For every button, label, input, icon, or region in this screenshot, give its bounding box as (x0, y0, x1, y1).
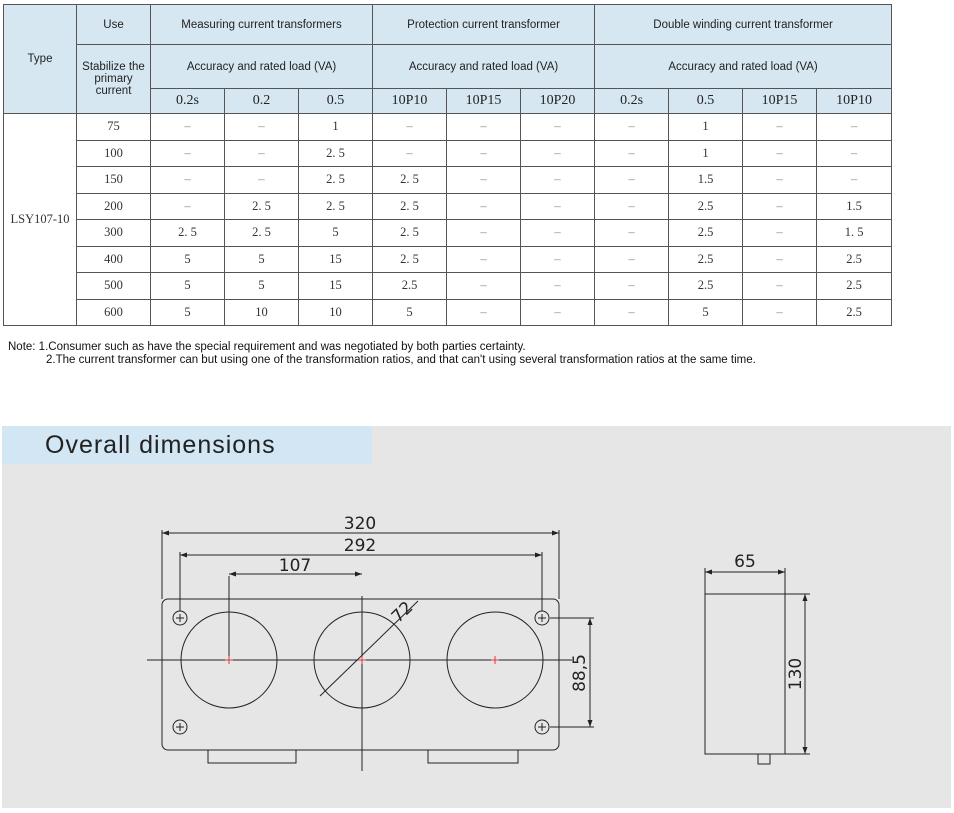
value-cell: 2. 5 (225, 220, 299, 247)
value-cell: – (225, 167, 299, 194)
side-body-outline (705, 594, 785, 754)
dimension-drawing (2, 426, 951, 808)
value-cell: 2.5 (817, 299, 892, 326)
value-cell: – (743, 299, 817, 326)
value-cell: – (743, 273, 817, 300)
primary-current-cell: 300 (77, 220, 151, 247)
type-value: LSY107-10 (4, 114, 77, 326)
dim-label-320: 320 (343, 514, 377, 534)
protection-group-header: Protection current transformer (373, 5, 595, 45)
primary-current-cell: 150 (77, 167, 151, 194)
table-row (4, 246, 892, 273)
value-cell: – (595, 167, 669, 194)
class-header: 0.2s (595, 89, 669, 114)
value-cell: 10 (225, 299, 299, 326)
value-cell: – (521, 193, 595, 220)
value-cell: – (225, 140, 299, 167)
value-cell: – (373, 114, 447, 141)
class-header: 10P20 (521, 89, 595, 114)
value-cell: 5 (151, 273, 225, 300)
value-cell: – (817, 114, 892, 141)
table-row (4, 299, 892, 326)
value-cell: – (447, 273, 521, 300)
front-foot-left (208, 750, 296, 763)
value-cell: 5 (299, 220, 373, 247)
value-cell: – (743, 114, 817, 141)
dimensions-panel (2, 426, 951, 808)
value-cell: 1. 5 (817, 220, 892, 247)
value-cell: 2.5 (373, 273, 447, 300)
table-row (4, 167, 892, 194)
dim-label-107: 107 (278, 556, 312, 576)
primary-current-cell: 100 (77, 140, 151, 167)
value-cell: 5 (225, 246, 299, 273)
note-line-2: 2.The current transformer can but using one of the transformation ratios, and that can't using several transformation ratios at the same time. (46, 354, 756, 366)
value-cell: 1.5 (669, 167, 743, 194)
value-cell: – (817, 140, 892, 167)
primary-current-cell: 75 (77, 114, 151, 141)
value-cell: 1 (669, 140, 743, 167)
primary-current-cell: 200 (77, 193, 151, 220)
value-cell: – (447, 193, 521, 220)
type-header: Type (4, 5, 77, 114)
value-cell: 15 (299, 246, 373, 273)
value-cell: 10 (299, 299, 373, 326)
accuracy-header-measuring: Accuracy and rated load (VA) (151, 45, 373, 89)
value-cell: – (447, 246, 521, 273)
value-cell: 2. 5 (151, 220, 225, 247)
value-cell: 1.5 (817, 193, 892, 220)
value-cell: – (595, 246, 669, 273)
value-cell: – (447, 299, 521, 326)
class-header: 10P15 (743, 89, 817, 114)
value-cell: 2. 5 (373, 220, 447, 247)
value-cell: – (595, 220, 669, 247)
value-cell: – (743, 167, 817, 194)
value-cell: 5 (669, 299, 743, 326)
value-cell: – (743, 246, 817, 273)
value-cell: – (743, 193, 817, 220)
class-header: 10P10 (817, 89, 892, 114)
value-cell: – (373, 140, 447, 167)
value-cell: 1 (669, 114, 743, 141)
class-header: 0.5 (299, 89, 373, 114)
double-winding-group-header: Double winding current transformer (595, 5, 892, 45)
measuring-group-header: Measuring current transformers (151, 5, 373, 45)
table-row (4, 140, 892, 167)
use-header: Use (77, 5, 151, 45)
value-cell: 2. 5 (373, 246, 447, 273)
spec-table (3, 4, 892, 326)
note-line-1: Note: 1.Consumer such as have the special requirement and was negotiated by both parties certainty. (8, 341, 526, 353)
table-row (4, 220, 892, 247)
dim-label-65: 65 (734, 552, 756, 572)
value-cell: 1 (299, 114, 373, 141)
value-cell: – (521, 220, 595, 247)
primary-current-cell: 400 (77, 246, 151, 273)
value-cell: – (595, 114, 669, 141)
value-cell: 2. 5 (225, 193, 299, 220)
value-cell: 2.5 (669, 246, 743, 273)
accuracy-header-protection: Accuracy and rated load (VA) (373, 45, 595, 89)
value-cell: – (521, 167, 595, 194)
value-cell: 2.5 (817, 246, 892, 273)
primary-current-cell: 600 (77, 299, 151, 326)
value-cell: – (743, 220, 817, 247)
value-cell: – (151, 140, 225, 167)
dimensions-title: Overall dimensions (45, 431, 276, 459)
value-cell: – (595, 299, 669, 326)
value-cell: – (521, 273, 595, 300)
class-header: 10P10 (373, 89, 447, 114)
value-cell: – (447, 140, 521, 167)
class-header: 0.2 (225, 89, 299, 114)
value-cell: 2. 5 (299, 140, 373, 167)
value-cell: – (817, 167, 892, 194)
value-cell: – (521, 299, 595, 326)
value-cell: – (447, 114, 521, 141)
value-cell: – (521, 114, 595, 141)
value-cell: – (447, 220, 521, 247)
primary-current-cell: 500 (77, 273, 151, 300)
value-cell: 2.5 (817, 273, 892, 300)
value-cell: 2.5 (669, 273, 743, 300)
value-cell: 2. 5 (299, 167, 373, 194)
class-header: 0.5 (669, 89, 743, 114)
front-foot-right (428, 750, 518, 763)
value-cell: – (743, 140, 817, 167)
stabilize-current-header: Stabilize the primary current (77, 45, 151, 114)
value-cell: – (225, 114, 299, 141)
class-header: 10P15 (447, 89, 521, 114)
value-cell: 2. 5 (373, 167, 447, 194)
front-body-outline (162, 599, 559, 750)
value-cell: 2.5 (669, 220, 743, 247)
mount-hole-crosses (176, 614, 546, 731)
value-cell: – (521, 140, 595, 167)
table-row (4, 114, 892, 141)
value-cell: 2. 5 (299, 193, 373, 220)
value-cell: – (151, 193, 225, 220)
value-cell: 5 (151, 299, 225, 326)
notes (8, 341, 756, 367)
table-row (4, 273, 892, 300)
table-row (4, 193, 892, 220)
value-cell: – (595, 193, 669, 220)
value-cell: – (521, 246, 595, 273)
dim-label-diameter: 72 (387, 597, 418, 628)
value-cell: – (447, 167, 521, 194)
dim-label-88-5: 88,5 (570, 654, 590, 692)
value-cell: 5 (373, 299, 447, 326)
value-cell: – (151, 114, 225, 141)
value-cell: – (595, 273, 669, 300)
accuracy-header-double: Accuracy and rated load (VA) (595, 45, 892, 89)
value-cell: – (151, 167, 225, 194)
value-cell: 2. 5 (373, 193, 447, 220)
value-cell: 5 (225, 273, 299, 300)
dim-label-130: 130 (786, 657, 806, 691)
value-cell: – (595, 140, 669, 167)
value-cell: 2.5 (669, 193, 743, 220)
class-header: 0.2s (151, 89, 225, 114)
value-cell: 5 (151, 246, 225, 273)
value-cell: 15 (299, 273, 373, 300)
dim-label-292: 292 (343, 536, 377, 556)
side-foot (758, 754, 770, 764)
